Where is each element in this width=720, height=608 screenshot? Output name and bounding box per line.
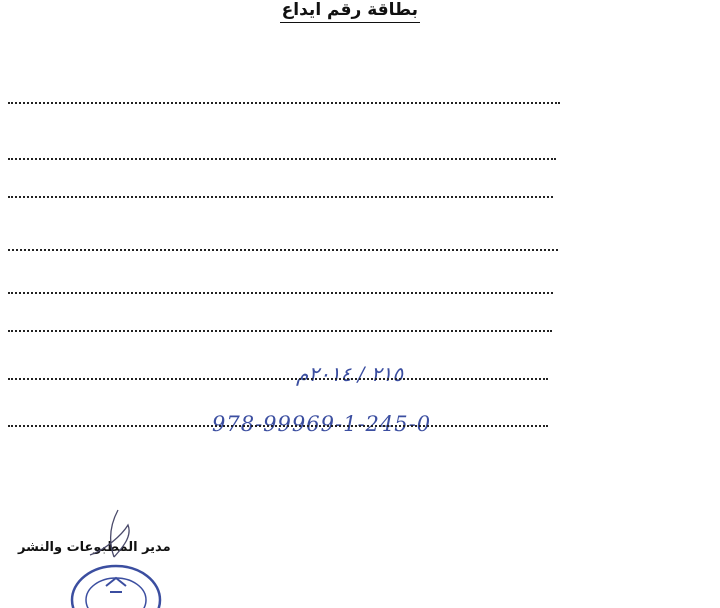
publisher-address-dots — [8, 249, 558, 251]
isbn-value: 978-99969-1-245-0 — [212, 412, 432, 436]
isbn-dots — [8, 425, 548, 427]
card-title: بطاقة رقم ايداع — [280, 0, 420, 23]
press-name-dots — [8, 292, 553, 294]
author-name-dots — [8, 158, 556, 160]
publisher-name-dots — [8, 196, 553, 198]
local-deposit-value: ٢١٥ / ٢٠١٤م — [296, 362, 404, 386]
signature-scribble — [70, 505, 160, 565]
signature-label: مدير المطبوعات والنشر — [18, 540, 171, 555]
press-address-dots — [8, 330, 552, 332]
publication-name-dots — [8, 102, 560, 104]
local-deposit-dots — [8, 378, 548, 380]
